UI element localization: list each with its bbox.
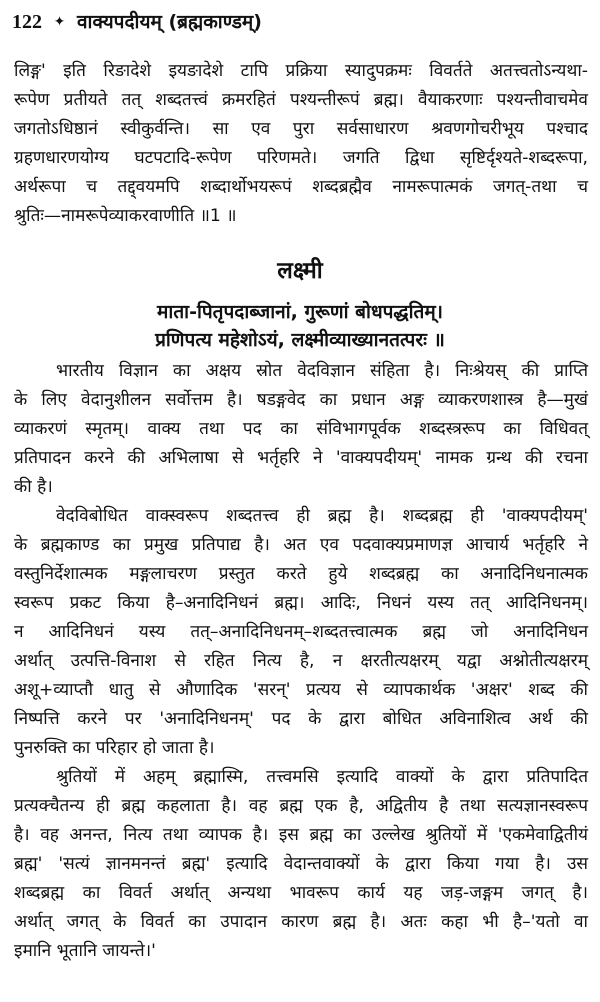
text-line: वस्तुनिर्देशात्मक मङ्गलाचरण प्रस्तुत करते हुये शब्दब्रह्म का अनादिनिधनात्मक xyxy=(14,564,588,584)
text-line: लिङ्ग' इति रिङादेशे इयङादेशे टापि प्रक्रिया स्यादुपक्रमः विवर्तते अतत्त्वतोऽन्यथा- xyxy=(14,61,588,81)
verse-line: माता-पितृपदाब्जानां, गुरूणां बोधपद्धतिम्। xyxy=(157,301,443,323)
text-line: न आदिनिधनं यस्य तत्–अनादिनिधनम्–शब्दतत्त्वात्मक ब्रह्म जो अनादिनिधन xyxy=(14,622,588,642)
diamond-ornament-icon: ✦ xyxy=(53,14,66,30)
text-line: जगतोऽधिष्ठानं स्वीकुर्वन्ति। सा एव पुरा सर्वसाधारण श्रवणगोचरीभूय पश्चाद xyxy=(14,119,588,139)
text-line: निष्पत्ति करने पर 'अनादिनिधनम्' पद के द्वारा बोधित अविनाशित्व अर्थ की xyxy=(14,709,588,729)
section-heading: लक्ष्मी xyxy=(277,258,323,284)
running-header xyxy=(12,8,262,34)
text-line: वेदविबोधित वाक्स्वरूप शब्दतत्त्व ही ब्रह्म है। शब्दब्रह्म ही 'वाक्यपदीयम्' xyxy=(56,506,588,526)
text-line: अर्थात् उत्पत्ति-विनाश से रहित नित्य है, न क्षरतीत्यक्षरम् यद्वा अश्नोतीत्यक्षरम् xyxy=(14,651,588,671)
text-line: श्रुतिः—नामरूपेव्याकरवाणीति ॥1 ॥ xyxy=(14,206,237,226)
text-line: शब्दब्रह्म का विवर्त अर्थात् अन्यथा भावरूप कार्य यह जड़-जङ्गम जगत् है। xyxy=(14,883,588,903)
text-line: अर्थरूपा च तद्द्वयमपि शब्दार्थोभयरूपं शब्दब्रह्मैव नामरूपात्मकं जगत्-तथा च xyxy=(14,177,588,197)
text-line: व्याकरणं स्मृतम्। वाक्य तथा पद का संविभागपूर्वक शब्दस्त्ररूप का विधिवत् xyxy=(14,419,588,439)
header-title: वाक्यपदीयम् (ब्रह्मकाण्डम्) xyxy=(76,11,262,33)
text-line: पुनरुक्ति का परिहार हो जाता है। xyxy=(14,738,215,758)
text-line: प्रत्यक्चैतन्य ही ब्रह्म कहलाता है। वह ब्रह्म एक है, अद्वितीय है तथा सत्यज्ञानस्वरूप xyxy=(14,796,588,816)
text-line: स्वरूप प्रकट किया है–अनादिनिधनं ब्रह्म। आदिः, निधनं यस्य तत् आदिनिधनम्। xyxy=(14,593,588,613)
text-line: अशू+व्याप्तौ धातु से औणादिक 'सरन्' प्रत्यय से व्यापकार्थक 'अक्षर' शब्द की xyxy=(14,680,588,700)
text-line: रूपेण प्रतीयते तत् शब्दतत्त्वं क्रमरहितं पश्यन्तीरूपं ब्रह्म। वैयाकरणाः पश्यन्तीवाचमेव xyxy=(14,90,588,110)
text-line: श्रुतियों में अहम् ब्रह्मास्मि, तत्त्वमसि इत्यादि वाक्यों के द्वारा प्रतिपादित xyxy=(56,767,588,787)
text-line: ब्रह्म' 'सत्यं ज्ञानमनन्तं ब्रह्म' इत्यादि वेदान्तवाक्यों के द्वारा किया गया है। उस xyxy=(14,854,588,874)
text-line: की है। xyxy=(14,477,53,497)
text-line: है। वह अनन्त, नित्य तथा व्यापक है। इस ब्रह्म का उल्लेख श्रुतियों में 'एकमेवाद्वितीयं xyxy=(14,825,588,845)
text-line: इमानि भूतानि जायन्ते।' xyxy=(14,941,156,961)
text-line: प्रतिपादन करने की अभिलाषा से भर्तृहरि ने 'वाक्यपदीयम्' नामक ग्रन्थ की रचना xyxy=(14,448,588,468)
page-number: 122 xyxy=(12,11,42,33)
text-line: के लिए वेदानुशीलन सर्वोत्तम है। षडङ्गवेद का प्रधान अङ्ग व्याकरणशास्त्र है—मुखं xyxy=(14,390,588,410)
verse-line: प्रणिपत्य महेशोऽयं, लक्ष्मीव्याख्यानतत्परः ॥ xyxy=(155,329,445,351)
text-line: अर्थात् जगत् के विवर्त का उपादान कारण ब्रह्म है। अतः कहा भी है–'यतो वा xyxy=(14,912,588,932)
text-line: भारतीय विज्ञान का अक्षय स्रोत वेदविज्ञान संहिता है। निःश्रेयस् की प्राप्ति xyxy=(56,361,588,381)
text-line: के ब्रह्मकाण्ड का प्रमुख प्रतिपाद्य है। अत एव पदवाक्यप्रमाणज्ञ आचार्य भर्तृहरि ने xyxy=(14,535,588,555)
text-line: ग्रहणधारणयोग्य घटपटादि-रूपेण परिणमते। जगति द्विधा सृष्टिर्दृश्यते-शब्दरूपा, xyxy=(14,148,588,168)
